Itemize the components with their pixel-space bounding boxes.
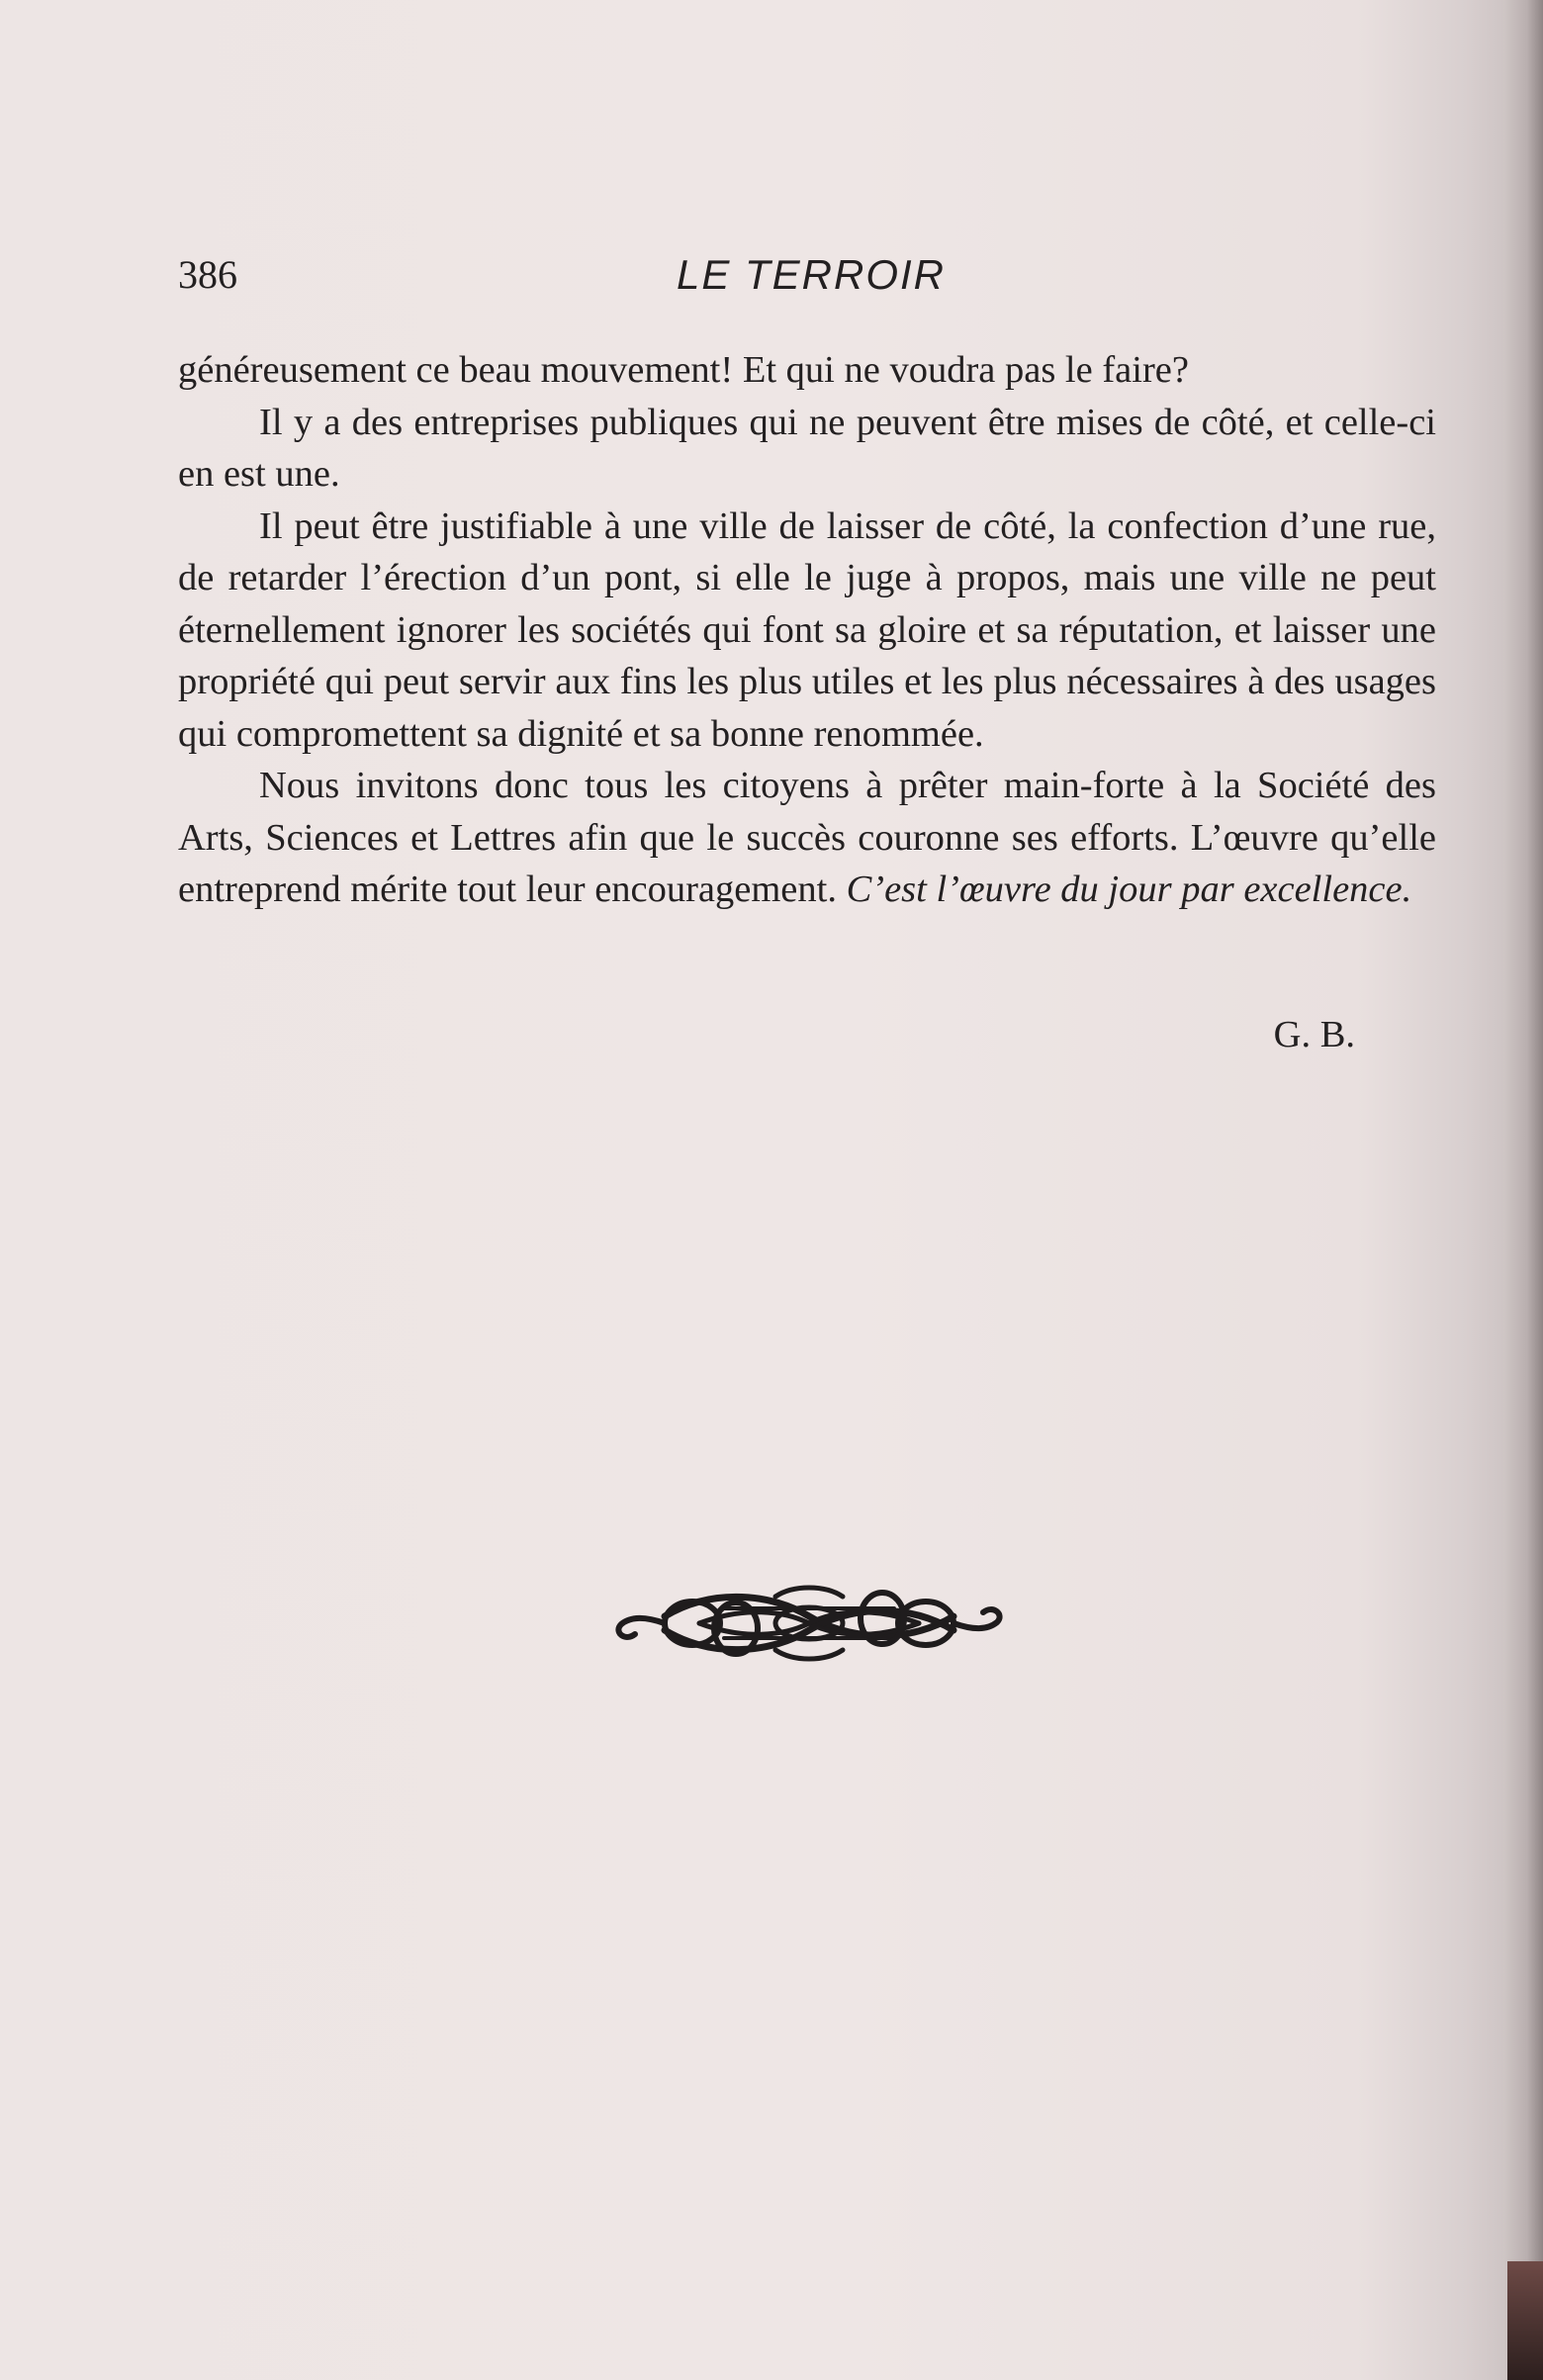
paragraph-4-text: Nous invitons donc tous les citoyens à prêter main-forte à la Société des Arts, Sciences et Lettres afin que le succès couronne ses efforts. L’œuvre qu’elle entreprend mérite tout leur encouragement. [178,765,1436,910]
book-cover-corner [1507,2261,1543,2380]
paragraph-1: généreusement ce beau mouvement! Et qui ne voudra pas le faire? [178,349,1189,391]
signature: G. B. [1273,1014,1355,1055]
paragraph-4-italic-tail: C’est l’œuvre du jour par excellence. [846,869,1412,910]
page-edge-shadow [1503,0,1543,2380]
body-text [178,344,1436,916]
running-title: LE TERROIR [676,251,947,298]
paragraph-3: Il peut être justifiable à une ville de laisser de côté, la confection d’une rue, de retarder l’érection d’un pont, si elle le juge à propos, mais une ville ne peut éternellement ignorer les sociétés qui font sa gloire et sa réputation, et laisser une propriété qui peut servir aux fins les plus utiles et les plus nécessaires à des usages qui compromettent sa dignité et sa bonne renommée. [178,504,1436,755]
paragraph-2: Il y a des entreprises publiques qui ne peuvent être mises de côté, et celle-ci en est une. [178,401,1436,495]
paragraph-4 [178,760,1436,916]
page-header [178,245,1434,305]
knotwork-ornament-icon [605,1577,1013,1670]
page-number: 386 [178,252,237,297]
